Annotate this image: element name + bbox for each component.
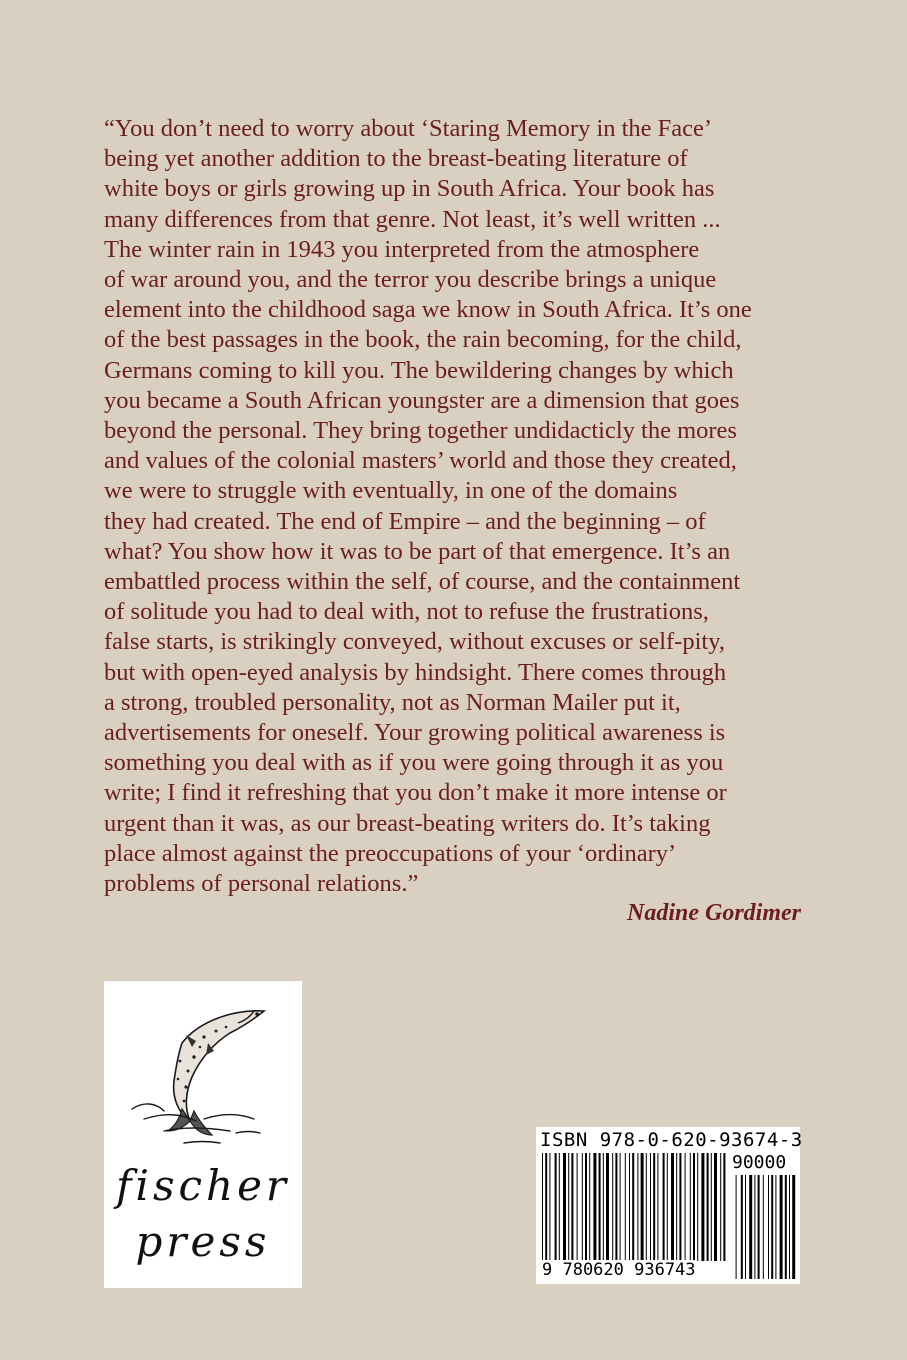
addon-bar [763, 1175, 764, 1279]
barcode-bar [632, 1153, 634, 1261]
quote-line: many differences from that genre. Not least, it’s well written ... [104, 205, 721, 233]
barcode-bar [606, 1153, 609, 1261]
addon-bar [780, 1175, 783, 1279]
addon-bar [754, 1175, 755, 1279]
barcode-bar [701, 1153, 704, 1261]
barcode-bar [667, 1153, 668, 1261]
addon-bar [792, 1175, 795, 1279]
addon-bar [749, 1175, 752, 1279]
addon-bar [785, 1175, 787, 1279]
publisher-name-line2: press [135, 1217, 271, 1266]
quote-line: place almost against the preoccupations of your ‘ordinary’ [104, 839, 677, 867]
barcode-bar [545, 1153, 547, 1261]
barcode-bar [612, 1153, 613, 1261]
quote-line: you became a South African youngster are a dimension that goes [104, 386, 740, 414]
addon-bar [758, 1175, 760, 1279]
barcode-bar [599, 1153, 601, 1261]
quote-line: urgent than it was, as our breast-beating writers do. It’s taking [104, 809, 711, 837]
quote-line: “You don’t need to worry about ‘Staring Memory in the Face’ [104, 115, 713, 142]
barcode-bar [720, 1153, 721, 1261]
quote-line: and values of the colonial masters’ world and those they created, [104, 447, 737, 475]
quote-line: a strong, troubled personality, not as Norman Mailer put it, [104, 688, 681, 716]
barcode-bar [563, 1153, 566, 1261]
addon-bar [775, 1175, 776, 1279]
quote-line: The winter rain in 1943 you interpreted from the atmosphere [104, 235, 700, 263]
addon-bar [745, 1175, 746, 1279]
barcode-bar [542, 1153, 543, 1261]
quote-line: embattled process within the self, of course, and the containment [104, 568, 741, 596]
barcode-bar [568, 1153, 569, 1261]
barcode-bar [653, 1153, 655, 1261]
barcode-bar [646, 1153, 647, 1261]
quote-line: of the best passages in the book, the rain becoming, for the child, [104, 326, 742, 354]
publisher-name-line1: fischer [115, 1161, 291, 1210]
barcode-bar [690, 1153, 691, 1261]
barcode-bar [693, 1153, 695, 1261]
quote-line: false starts, is strikingly conveyed, without excuses or self-pity, [104, 628, 725, 656]
quote-line: advertisements for oneself. Your growing political awareness is [104, 719, 726, 747]
barcode-addon: 90000 [732, 1152, 787, 1173]
quote-line: problems of personal relations.” [104, 870, 419, 898]
barcode-bar [571, 1153, 573, 1261]
quote-line: we were to struggle with eventually, in one of the domains [104, 477, 678, 505]
barcode-bar [629, 1153, 630, 1261]
isbn-barcode [536, 1127, 803, 1284]
addon-bar [741, 1175, 743, 1279]
quote-author: Nadine Gordimer [627, 900, 801, 926]
quote-line: write; I find it refreshing that you don’t make it more intense or [104, 779, 727, 807]
barcode-bar [577, 1153, 578, 1261]
addon-bar [736, 1175, 737, 1279]
quote-line: something you deal with as if you were going through it as you [104, 749, 724, 777]
barcode-bar [679, 1153, 681, 1261]
barcode-bar [697, 1153, 698, 1261]
barcode-bar [685, 1153, 686, 1261]
barcode-bar [714, 1153, 717, 1261]
addon-bar [768, 1175, 769, 1279]
barcode-digits: 9 780620 936743 [542, 1260, 696, 1280]
barcode-bar [657, 1153, 658, 1261]
back-cover-quote [104, 114, 804, 899]
barcode-bar [650, 1153, 651, 1261]
quote-line: white boys or girls growing up in South Africa. Your book has [104, 175, 715, 203]
barcode-bar [663, 1153, 665, 1261]
barcode-bar [676, 1153, 677, 1261]
barcode-bar [582, 1153, 583, 1261]
barcode-bar [723, 1153, 725, 1261]
barcode-bar [637, 1153, 638, 1261]
addon-bar [771, 1175, 773, 1279]
barcode-bar [641, 1153, 644, 1261]
barcode-bar [615, 1153, 617, 1261]
publisher-logo [104, 981, 302, 1288]
barcode-bar [549, 1153, 550, 1261]
quote-line: element into the childhood saga we know in South Africa. It’s one [104, 296, 752, 324]
quote-line: of war around you, and the terror you describe brings a unique [104, 266, 717, 294]
barcode-bar [625, 1153, 626, 1261]
barcode-bar [707, 1153, 709, 1261]
barcode-bar [711, 1153, 712, 1261]
isbn-text: ISBN 978-0-620-93674-3 [540, 1129, 803, 1151]
quote-line: but with open-eyed analysis by hindsight. There comes through [104, 658, 727, 686]
barcode-bar [603, 1153, 604, 1261]
barcode-bar [585, 1153, 587, 1261]
addon-bar [789, 1175, 790, 1279]
quote-line: being yet another addition to the breast-beating literature of [104, 145, 688, 173]
quote-line: they had created. The end of Empire – and the beginning – of [104, 507, 706, 535]
barcode-bar [593, 1153, 596, 1261]
barcode-bar [559, 1153, 560, 1261]
quote-line: what? You show how it was to be part of that emergence. It’s an [104, 537, 731, 565]
barcode-bar [671, 1153, 674, 1261]
barcode-bar [620, 1153, 621, 1261]
barcode-bar [555, 1153, 557, 1261]
barcode-bar [589, 1153, 590, 1261]
quote-line: Germans coming to kill you. The bewildering changes by which [104, 356, 734, 384]
quote-line: beyond the personal. They bring together undidacticly the mores [104, 417, 737, 445]
leaping-fish-icon [104, 981, 302, 1151]
quote-line: of solitude you had to deal with, not to refuse the frustrations, [104, 598, 709, 626]
